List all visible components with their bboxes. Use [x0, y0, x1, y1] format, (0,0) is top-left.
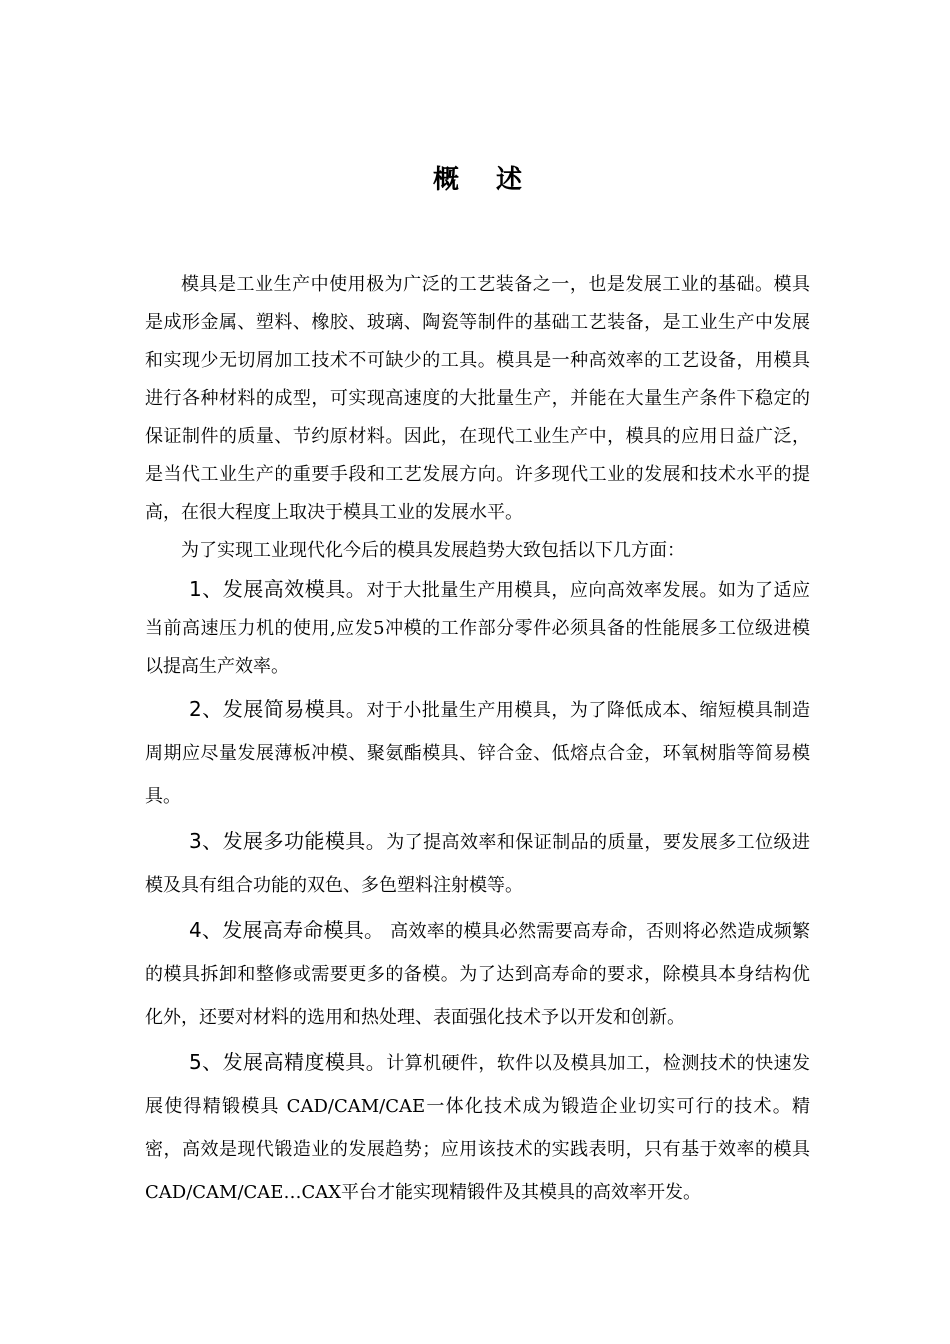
trend-item-body: 高效率的模具必然需要高寿命，否则将必然造成频繁的模具拆卸和整修或需要更多的备模。为了达到高寿命的要求，除模具本身结构优化外，还要对材料的选用和热处理、表面强化技术予以开发和创新。: [145, 921, 810, 1028]
trend-item-body: 为了提高效率和保证制品的质量，要发展多工位级进模及具有组合功能的双色、多色塑料注射模等。: [145, 832, 810, 896]
trend-item-body: 对于大批量生产用模具，应向高效率发展。如为了适应当前高速压力机的使用,应发5冲模的工作部分零件必须具备的性能展多工位级进模以提高生产效率。: [145, 580, 811, 677]
trend-item-heading: 1、发展高效模具。: [189, 577, 367, 601]
trend-item-heading: 2、发展简易模具。: [189, 697, 367, 721]
trend-item-2: [145, 688, 810, 818]
trend-item-4: [145, 909, 810, 1039]
trend-item-heading: 5、发展高精度模具。: [189, 1050, 387, 1074]
trend-lead-paragraph: 为了实现工业现代化今后的模具发展趋势大致包括以下几方面：: [181, 540, 685, 561]
intro-paragraph: 模具是工业生产中使用极为广泛的工艺装备之一，也是发展工业的基础。模具是成形金属、塑料、橡胶、玻璃、陶瓷等制件的基础工艺装备，是工业生产中发展和实现少无切屑加工技术不可缺少的工具。模具是一种高效率的工艺设备，用模具进行各种材料的成型，可实现高速度的大批量生产，并能在大量生产条件下稳定的保证制件的质量、节约原材料。因此，在现代工业生产中，模具的应用日益广泛，是当代工业生产的重要手段和工艺发展方向。许多现代工业的发展和技术水平的提高，在很大程度上取决于模具工业的发展水平。: [145, 274, 810, 523]
trend-item-heading: 4、发展高寿命模具。: [189, 918, 385, 942]
trend-item-heading: 3、发展多功能模具。: [189, 829, 387, 853]
trend-item-3: [145, 820, 810, 907]
trend-item-1: [145, 570, 810, 686]
trend-item-body: 对于小批量生产用模具，为了降低成本、缩短模具制造周期应尽量发展薄板冲模、聚氨酯模具、锌合金、低熔点合金，环氧树脂等简易模具。: [145, 700, 811, 807]
trend-item-body: 计算机硬件，软件以及模具加工，检测技术的快速发展使得精锻模具 CAD/CAM/CAE一体化技术成为锻造企业切实可行的技术。精密，高效是现代锻造业的发展趋势；应用该技术的实践表明，只有基于效率的模具CAD/CAM/CAE…CAX平台才能实现精锻件及其模具的高效率开发。: [145, 1053, 810, 1203]
page-title: 概 述: [432, 165, 537, 195]
document-page: [145, 160, 810, 1214]
trend-item-5: [145, 1041, 810, 1214]
